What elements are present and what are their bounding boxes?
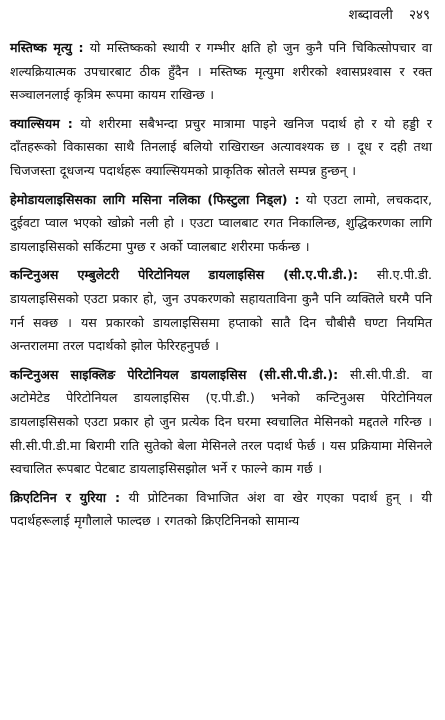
- glossary-definition: यो शरीरमा सबैभन्दा प्रचुर मात्रामा पाइने खनिज पदार्थ हो र यो हड्डी र दाँतहरूको विकासका साथै तिनलाई बलियो राखिराख्न अत्यावश्यक छ । दूध र दही तथा चिजजस्ता दूधजन्य पदार्थहरू क्याल्सियमको प्राकृतिक स्रोतले सम्पन्न हुन्छन् ।: [10, 115, 432, 178]
- glossary-definition: यो एउटा लामो, लचकदार, दुईवटा प्वाल भएको खोक्रो नली हो । एउटा प्वालबाट रगत निकालिन्छ, शुद्धिकरणका लागि डायलाइसिसको सर्किटमा पुग्छ र अर्को प्वालबाट शरीरमा फर्कन्छ ।: [10, 191, 432, 254]
- glossary-entry: [10, 363, 432, 481]
- glossary-term: कन्टिनुअस साइक्लिङ पेरिटोनियल डायलाइसिस (सी.सी.पी.डी.):: [10, 366, 339, 382]
- glossary-term: क्याल्सियम :: [10, 115, 73, 131]
- glossary-definition: सी.सी.पी.डी. वा अटोमेटेड पेरिटोनियल डायलाइसिस (ए.पी.डी.) भनेको कन्टिनुअस पेरिटोनियल डायलाइसिसको एउटा प्रकार हो जुन प्रत्येक दिन घरमा स्वचालित मेसिनको मद्दतले गरिन्छ । सी.सी.पी.डी.मा बिरामी राति सुतेको बेला मेसिनले तरल पदार्थ फेर्छ । यस प्रक्रियामा मेसिनले स्वचालित रूपबाट पेटबाट डायलाइसिसझोल भर्ने र फाल्ने काम गर्छ ।: [10, 366, 432, 477]
- glossary-entry: [10, 36, 432, 107]
- glossary-term: मस्तिष्क मृत्यु :: [10, 40, 84, 55]
- page-number: २४९: [408, 7, 430, 23]
- glossary-entry: [10, 188, 432, 259]
- section-title: शब्दावली: [348, 7, 393, 23]
- glossary-definition: यी प्रोटिनका विभाजित अंश वा खेर गएका पदार्थ हुन् । यी पदार्थहरूलाई मृगौलाले फाल्दछ । रगतको क्रिएटिनिनको सामान्य: [10, 489, 432, 529]
- glossary-definition: यो मस्तिष्कको स्थायी र गम्भीर क्षति हो जुन कुनै पनि चिकित्सोपचार वा शल्यक्रियात्मक उपचारबाट ठीक हुँदैन । मस्तिष्क मृत्युमा शरीरको श्वासप्रश्वास र रक्त सञ्चालनलाई कृत्रिम रूपमा कायम राखिन्छ ।: [10, 40, 432, 103]
- glossary-term: हेमोडायलाइसिसका लागि मसिना नलिका (फिस्टुला निड्ल) :: [10, 191, 300, 207]
- running-head: [10, 0, 432, 28]
- glossary-entry: [10, 486, 432, 533]
- glossary-entry: [10, 263, 432, 357]
- glossary-entry: [10, 112, 432, 183]
- glossary-term: कन्टिनुअस एम्बुलेटरी पेरिटोनियल डायलाइसिस (सी.ए.पी.डी.):: [10, 267, 359, 283]
- glossary-term: क्रिएटिनिन र युरिया :: [10, 489, 121, 505]
- glossary-definition: सी.ए.पी.डी. डायलाइसिसको एउटा प्रकार हो, जुन उपकरणको सहायताविना कुनै पनि व्यक्तिले घरमै पनि गर्न सक्छ । यस प्रकारको डायलाइसिसमा हप्ताको सातै दिन चौबीसै घण्टा नियमित अन्तरालमा तरल पदार्थको झोल फेरिरहनुपर्छ ।: [10, 267, 432, 354]
